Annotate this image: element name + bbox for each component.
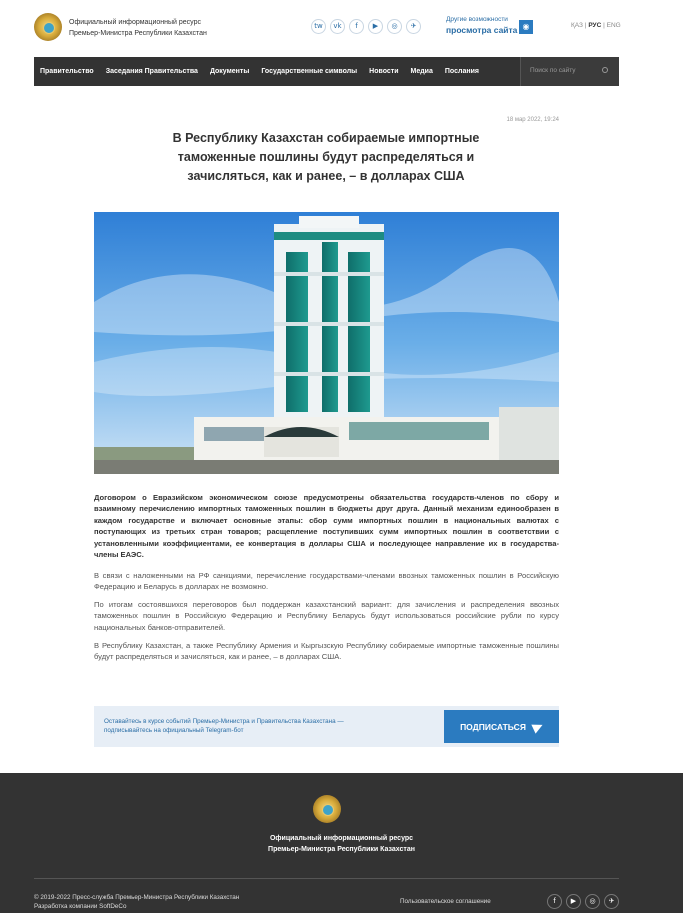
subscribe-button[interactable] (444, 710, 559, 743)
instagram-icon[interactable]: ◎ (387, 19, 402, 34)
article-date: 18 мар 2022, 19:24 (506, 117, 559, 123)
footer-divider (34, 878, 619, 879)
site-footer (0, 773, 683, 913)
footer-social-links (547, 894, 619, 909)
article-title: В Республику Казахстан собираемые импортные таможенные пошлины будут распределяться и зачисляться, как и ранее, – в долларах США (172, 131, 480, 183)
instagram-icon[interactable]: ◎ (585, 894, 600, 909)
footer-copyright (34, 893, 239, 911)
copyright-text: © 2019-2022 Пресс-служба Премьер-Министра Республики Казахстан (34, 894, 240, 901)
article-paragraph: В Республику Казахстан, а также Республику Армения и Кыргызскую Республику собираемые импортные таможенные пошлины будут распределяться и зачисляться, как и ранее, – в долларах США. (94, 641, 559, 662)
article-photo (94, 212, 559, 474)
search-placeholder: Поиск по сайту (530, 67, 576, 74)
article-lead: Договором о Евразийском экономическом союзе предусмотрены обязательства государств-членов по сбору и взаимному перечислению импортных таможенных пошлин в бюджеты друг друга. Данный механизм единообразен в каждом государстве и включает основные этапы: сбор сумм импортных пошлин в национальных валютах с поступающих из третьих стран товаров; расщепление поступивших сумм импортных пошлин в соответствии с установленными коэффициентами, ее конвертация в доллары США и последующее направление их в государства-члены ЕАЭС. (94, 493, 559, 560)
youtube-icon[interactable]: ▶ (566, 894, 581, 909)
article-paragraph: По итогам состоявшихся переговоров был поддержан казахстанский вариант: для зачисления и распределения ввозных таможенных пошлин в Российскую Федерацию и Республику Беларусь будут использоваться российские рубли по курсу национальных банков-отправителей. (94, 600, 559, 632)
developer-link[interactable]: Разработка компании SoftDeCo (34, 903, 127, 910)
main-nav (34, 57, 619, 86)
telegram-text-line2: подписывайтесь на официальный Telegram-бот (104, 727, 244, 734)
footer-title-line1: Официальный информационный ресурс (269, 835, 414, 842)
footer-title (0, 833, 683, 855)
telegram-icon[interactable]: ✈ (604, 894, 619, 909)
eye-icon[interactable]: ◉ (519, 20, 533, 34)
nav-item-news[interactable]: Новости (369, 68, 399, 75)
accessibility-caption: Другие возможности (446, 16, 508, 23)
nav-item-documents[interactable]: Документы (209, 68, 250, 75)
lang-rus[interactable]: РУС (588, 22, 602, 29)
article-paragraph: В связи с наложенными на РФ санкциями, перечисление государствами-членами ввозных таможенных пошлин в Российскую Федерацию и Беларусь в долларах не возможно. (94, 571, 559, 592)
facebook-icon[interactable]: f (547, 894, 562, 909)
search-icon[interactable] (602, 67, 608, 73)
nav-item-addresses[interactable]: Послания (444, 68, 479, 75)
vk-icon[interactable]: vk (330, 19, 345, 34)
language-switcher (571, 22, 621, 29)
header-social-links (311, 19, 421, 34)
nav-item-government[interactable]: Правительство (40, 68, 94, 75)
telegram-text-line1: Оставайтесь в курсе событий Премьер-Министра и Правительства Казахстана — (104, 718, 344, 725)
lang-eng[interactable]: ENG (606, 22, 621, 29)
footer-emblem-logo[interactable] (313, 795, 341, 823)
footer-title-line2: Премьер-Министра Республики Казахстан (268, 846, 415, 853)
accessibility-link[interactable] (446, 16, 517, 35)
site-title-line1: Официальный информационный ресурс (69, 19, 201, 26)
search-input[interactable] (520, 57, 619, 86)
nav-item-symbols[interactable]: Государственные символы (261, 68, 358, 75)
facebook-icon[interactable]: f (349, 19, 364, 34)
youtube-icon[interactable]: ▶ (368, 19, 383, 34)
terms-link[interactable]: Пользовательское соглашение (400, 898, 491, 905)
site-title[interactable] (69, 17, 207, 39)
lang-kaz[interactable]: ҚАЗ (571, 22, 583, 29)
telegram-icon (531, 720, 544, 733)
telegram-icon[interactable]: ✈ (406, 19, 421, 34)
nav-item-media[interactable]: Медиа (410, 68, 433, 75)
nav-item-meetings[interactable]: Заседания Правительства (105, 68, 198, 75)
subscribe-label: ПОДПИСАТЬСЯ (460, 721, 526, 732)
twitter-icon[interactable]: tw (311, 19, 326, 34)
telegram-banner-text (104, 717, 404, 735)
lang-separator: | (584, 22, 587, 29)
lang-separator: | (603, 22, 605, 29)
telegram-subscribe-banner (94, 706, 559, 747)
state-emblem-logo[interactable] (34, 13, 62, 41)
site-header (0, 0, 683, 56)
accessibility-label: просмотра сайта (446, 25, 518, 35)
site-title-line2: Премьер-Министра Республики Казахстан (69, 30, 207, 37)
